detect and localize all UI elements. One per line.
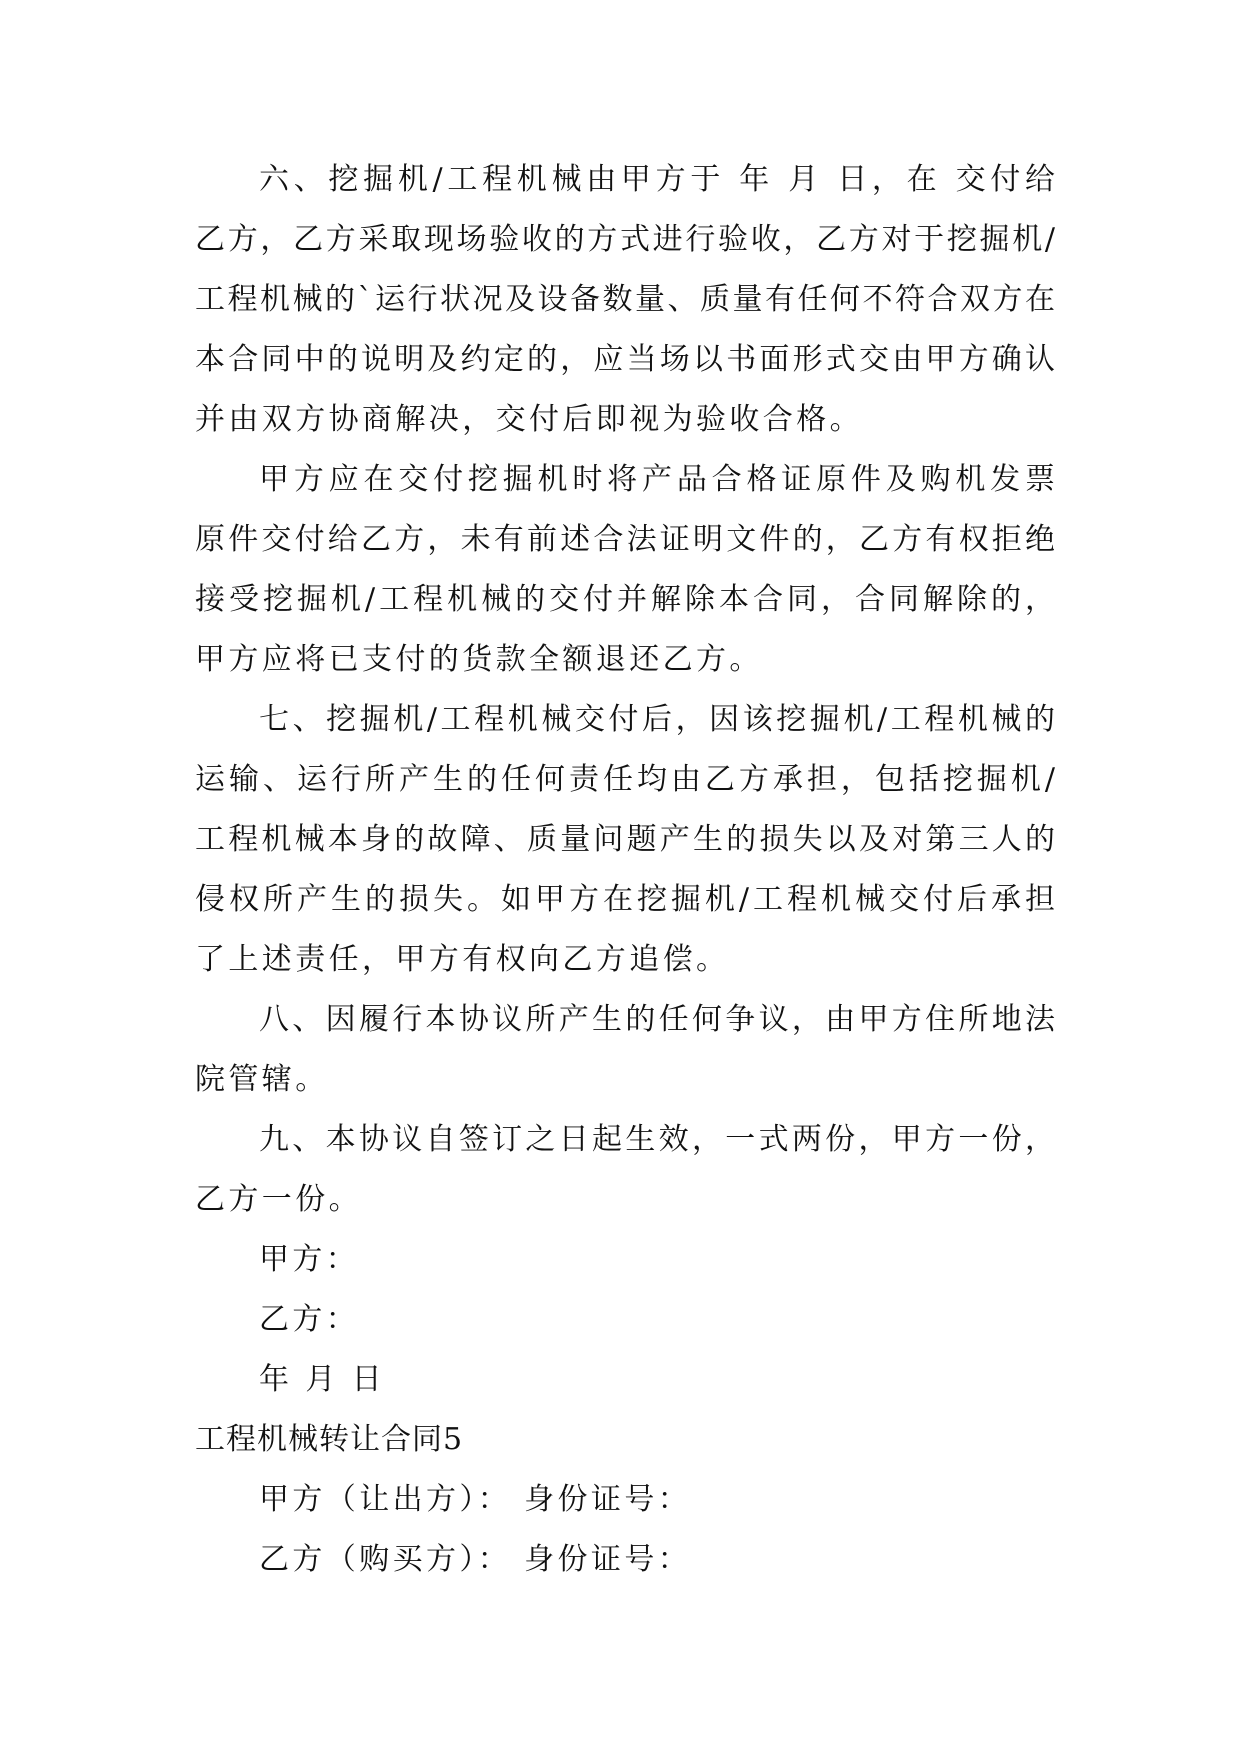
contract-title: 工程机械转让合同5: [195, 1422, 464, 1457]
clause-6b-line-4: 甲方应将已支付的货款全额退还乙方。: [195, 642, 763, 677]
clause-6-line-5: 并由双方协商解决，交付后即视为验收合格。: [195, 402, 863, 437]
clause-6b-line-3: 接受挖掘机/工程机械的交付并解除本合同，合同解除的，: [195, 582, 1055, 617]
signing-date: 年 月 日: [259, 1362, 386, 1397]
clause-6b-line-2: 原件交付给乙方，未有前述合法证明文件的，乙方有权拒绝: [195, 522, 1055, 557]
clause-7-line-5: 了上述责任，甲方有权向乙方追偿。: [195, 942, 730, 977]
party-a-info: 甲方（让出方）： 身份证号：: [259, 1482, 692, 1517]
clause-7-line-1: 七、挖掘机/工程机械交付后，因该挖掘机/工程机械的: [259, 702, 1055, 737]
clause-6-line-2: 乙方，乙方采取现场验收的方式进行验收，乙方对于挖掘机/: [195, 222, 1055, 257]
clause-7-line-3: 工程机械本身的故障、质量问题产生的损失以及对第三人的: [195, 822, 1055, 857]
party-a-signature: 甲方：: [259, 1242, 360, 1277]
document-page: [195, 150, 1055, 1590]
clause-7-line-4: 侵权所产生的损失。如甲方在挖掘机/工程机械交付后承担: [195, 882, 1055, 917]
clause-6-line-4: 本合同中的说明及约定的，应当场以书面形式交由甲方确认: [195, 342, 1055, 377]
clause-6-line-3: 工程机械的`运行状况及设备数量、质量有任何不符合双方在: [195, 282, 1055, 317]
party-b-info: 乙方（购买方）： 身份证号：: [259, 1542, 692, 1577]
party-b-signature: 乙方：: [259, 1302, 360, 1337]
clause-6-line-1: 六、挖掘机/工程机械由甲方于 年 月 日，在 交付给: [259, 162, 1055, 197]
clause-8-line-1: 八、因履行本协议所产生的任何争议，由甲方住所地法: [259, 1002, 1055, 1037]
clause-7-line-2: 运输、运行所产生的任何责任均由乙方承担，包括挖掘机/: [195, 762, 1055, 797]
clause-8-line-2: 院管辖。: [195, 1062, 329, 1097]
clause-6b-line-1: 甲方应在交付挖掘机时将产品合格证原件及购机发票: [259, 462, 1055, 497]
clause-9-line-2: 乙方一份。: [195, 1182, 362, 1217]
clause-9-line-1: 九、本协议自签订之日起生效，一式两份，甲方一份，: [259, 1122, 1055, 1157]
